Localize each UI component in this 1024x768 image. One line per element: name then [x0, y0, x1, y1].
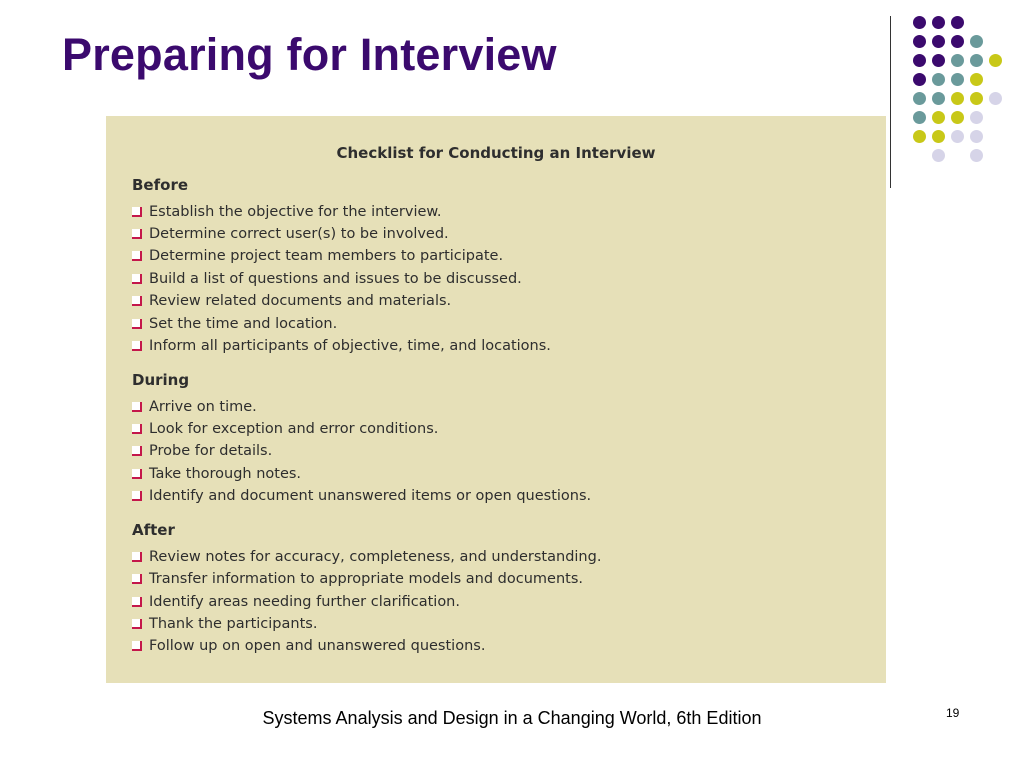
dot [951, 111, 964, 124]
checklist-item [132, 336, 551, 356]
checklist-item [132, 202, 442, 222]
checkbox-icon [132, 597, 142, 607]
dot [932, 73, 945, 86]
checklist-item-label: Review related documents and materials. [149, 293, 452, 309]
checklist-title: Checklist for Conducting an Interview [336, 144, 656, 162]
checklist-item [132, 441, 272, 461]
dot [989, 54, 1002, 67]
dot [970, 111, 983, 124]
dot [970, 73, 983, 86]
dot [913, 16, 926, 29]
checklist-item-label: Determine correct user(s) to be involved. [149, 226, 449, 242]
dot [951, 54, 964, 67]
dot [970, 130, 983, 143]
checklist-item-label: Identify and document unanswered items or open questions. [149, 488, 592, 504]
checklist-item-label: Take thorough notes. [149, 466, 302, 482]
dot [970, 35, 983, 48]
checklist-item [132, 592, 460, 612]
section-heading-before: Before [132, 176, 189, 194]
dot [932, 130, 945, 143]
dot [932, 54, 945, 67]
dot [932, 35, 945, 48]
checklist-item-label: Review notes for accuracy, completeness, and understanding. [149, 549, 602, 565]
dot [932, 149, 945, 162]
checkbox-icon [132, 619, 142, 629]
vertical-divider [890, 16, 891, 188]
checklist-item-label: Probe for details. [149, 443, 273, 459]
dot [913, 35, 926, 48]
slide-footer: Systems Analysis and Design in a Changing World, 6th Edition [262, 708, 762, 728]
checkbox-icon [132, 424, 142, 434]
slide-title: Preparing for Interview [62, 29, 557, 80]
checklist-item [132, 486, 591, 506]
checkbox-icon [132, 229, 142, 239]
checklist-item [132, 464, 301, 484]
section-heading-after: After [132, 521, 175, 539]
checkbox-icon [132, 274, 142, 284]
dot [970, 54, 983, 67]
checkbox-icon [132, 491, 142, 501]
checkbox-icon [132, 341, 142, 351]
dot [932, 111, 945, 124]
section-heading-during: During [132, 371, 190, 389]
checklist-item-label: Follow up on open and unanswered questions. [149, 638, 486, 654]
checklist-panel [106, 116, 886, 683]
dot [989, 92, 1002, 105]
checklist-item-label: Determine project team members to participate. [149, 248, 504, 264]
checkbox-icon [132, 296, 142, 306]
checklist-item [132, 314, 337, 334]
checklist-item-label: Build a list of questions and issues to be discussed. [149, 271, 522, 287]
checklist-item [132, 397, 257, 417]
dot [951, 92, 964, 105]
checklist-item [132, 224, 449, 244]
checklist-item-label: Look for exception and error conditions. [149, 421, 439, 437]
checklist-item [132, 636, 485, 656]
checklist-item-label: Set the time and location. [149, 316, 338, 332]
checkbox-icon [132, 641, 142, 651]
checklist-item [132, 246, 503, 266]
dot [932, 92, 945, 105]
dot [913, 130, 926, 143]
checklist-item-label: Establish the objective for the interview. [149, 204, 442, 220]
dot [951, 16, 964, 29]
checkbox-icon [132, 574, 142, 584]
dot [970, 149, 983, 162]
checklist-item-label: Transfer information to appropriate models and documents. [149, 571, 584, 587]
checklist-item-label: Thank the participants. [149, 616, 318, 632]
dot [951, 73, 964, 86]
dot [970, 92, 983, 105]
checklist-item [132, 614, 317, 634]
checklist-item [132, 569, 583, 589]
checklist-item [132, 419, 438, 439]
checkbox-icon [132, 469, 142, 479]
checkbox-icon [132, 207, 142, 217]
checkbox-icon [132, 251, 142, 261]
dot [913, 73, 926, 86]
checklist-item-label: Inform all participants of objective, time, and locations. [149, 338, 551, 354]
checklist-item [132, 547, 601, 567]
dot [913, 111, 926, 124]
checklist-item [132, 269, 522, 289]
dot [913, 54, 926, 67]
dot [932, 16, 945, 29]
checkbox-icon [132, 552, 142, 562]
dot [913, 92, 926, 105]
checkbox-icon [132, 319, 142, 329]
checkbox-icon [132, 446, 142, 456]
dot [951, 130, 964, 143]
checklist-item-label: Arrive on time. [149, 399, 257, 415]
checklist-item [132, 291, 451, 311]
dot [951, 35, 964, 48]
checklist-item-label: Identify areas needing further clarification. [149, 594, 460, 610]
checkbox-icon [132, 402, 142, 412]
page-number: 19 [946, 706, 960, 720]
